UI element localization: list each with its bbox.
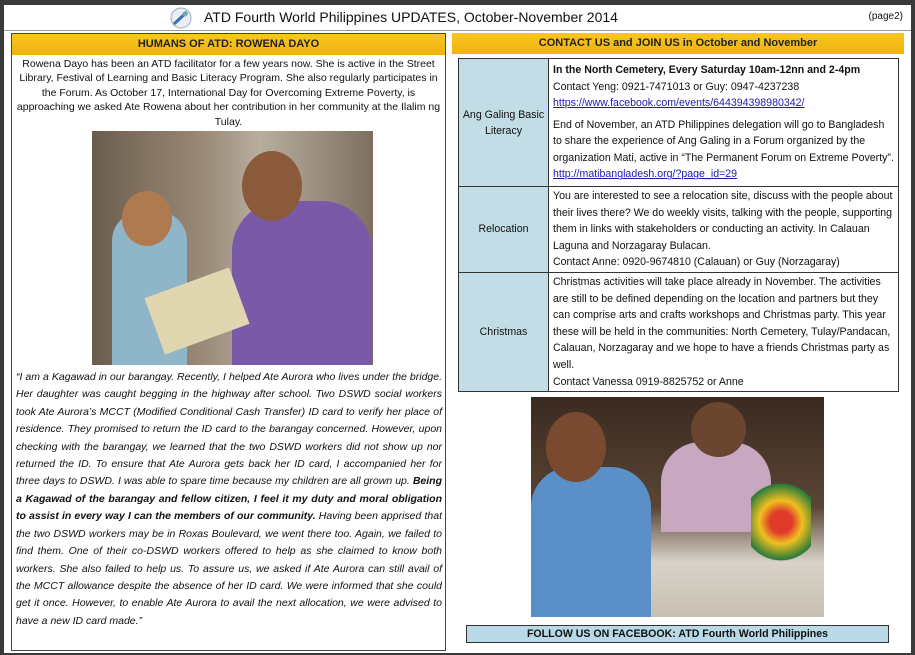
row-label: Relocation [459,187,549,273]
contact-text: Contact Anne: 0920-9674810 (Calauan) or Guy (Norzagaray) [553,256,840,269]
atd-logo-icon [169,7,193,29]
facebook-event-link[interactable]: https://www.facebook.com/events/644394398980342/ [553,97,805,110]
row-label: Ang Galing Basic Literacy [459,59,549,187]
quote-bold-text: Being a Kagawad of the barangay and fellow citizen, I feel it my duty and moral obligation to assist in every way I can the members of our community. [16,475,442,523]
rowena-quote [16,369,442,630]
relocation-text: You are interested to see a relocation site, discuss with the people about their lives there? We do weekly visits, talking with the people, supporting them in links with stakeholders or conducting an activity. In Calauan Laguna and Norzagaray Bulacan. [553,190,893,252]
newsletter-page [4,5,911,653]
contact-text: Contact Yeng: 0921-7471013 or Guy: 0947-4237238 [553,80,800,93]
intro-text: Rowena Dayo has been an ATD facilitator for a few years now. She is active in the Street Library, Festival of Learning and Basic Literacy Program. She also regularly participates in the Forum. As October 17, International Day for Overcoming Extreme Poverty, is approaching we asked Ate Rowena about her contribution in her community at the Ilalim ng Tulay. [12,55,445,131]
facebook-follow-banner[interactable]: FOLLOW US ON FACEBOOK: ATD Fourth World Philippines [466,625,889,643]
table-row [459,187,899,273]
contact-table [458,58,899,392]
mati-link[interactable]: http://matibangladesh.org/?page_id=29 [553,168,738,181]
crafts-workshop-photo [531,397,824,617]
table-row [459,272,899,391]
page-title: ATD Fourth World Philippines UPDATES, October-November 2014 [204,9,618,25]
row-label: Christmas [459,272,549,391]
page-number: (page2) [868,11,903,22]
humans-of-atd-section [11,33,446,651]
quote-text-end: Having been apprised that the two DSWD workers may be in Roxas Boulevard, we went there too. Again, we failed to find them. One of their co-DSWD workers offered to help as she claimed to know both workers. She also failed to help us. To assure us, we asked if Ate Aurora can still avail of the MCCT allowance despite the absence of her ID card. We were informed that she could get it once. However, to enable Ate Aurora to avail the next allocation, we were advised to have a new ID card made.” [16,510,442,627]
contact-text: Contact Vanessa 0919-8825752 or Anne [553,375,744,388]
table-row [459,59,899,187]
quote-text: “I am a Kagawad in our barangay. Recently, I helped Ate Aurora who lives under the bridge. Her daughter was caught begging in the highway after school. Two DSWD social workers took Ate Aurora’s MCCT (Modified Conditional Cash Transfer) ID card to verify her place of residence. They promised to return the ID card to the barangay concerned. However, upon checking with the barangay, we learned that the two DSWD workers did not show up nor returned the ID. To ensure that Ate Aurora gets back her ID card, I accompanied her for three days to DSWD. I was able to spare time because my children are all grown up. [16,371,442,488]
section-heading: HUMANS OF ATD: ROWENA DAYO [12,34,445,55]
rowena-photo [92,131,373,365]
page-header [4,5,911,31]
section-heading: CONTACT US and JOIN US in October and November [452,33,904,54]
bangladesh-text: End of November, an ATD Philippines delegation will go to Bangladesh to share the experience of Ang Galing in a Forum organized by the organization Mati, active in “The Permanent Forum on Extreme Poverty”. [553,118,894,164]
schedule-text: In the North Cemetery, Every Saturday 10am-12nn and 2-4pm [553,63,861,76]
christmas-text: Christmas activities will take place already in November. The activities are still to be defined depending on the location and partners but they can comprise arts and crafts workshops and Christmas party. This year these will be held in the communities: North Cemetery, Tulay/Pandacan, Calauan, Norzagaray and we hope to have a friends Christmas party as well. [553,275,891,371]
contact-section [452,33,904,651]
